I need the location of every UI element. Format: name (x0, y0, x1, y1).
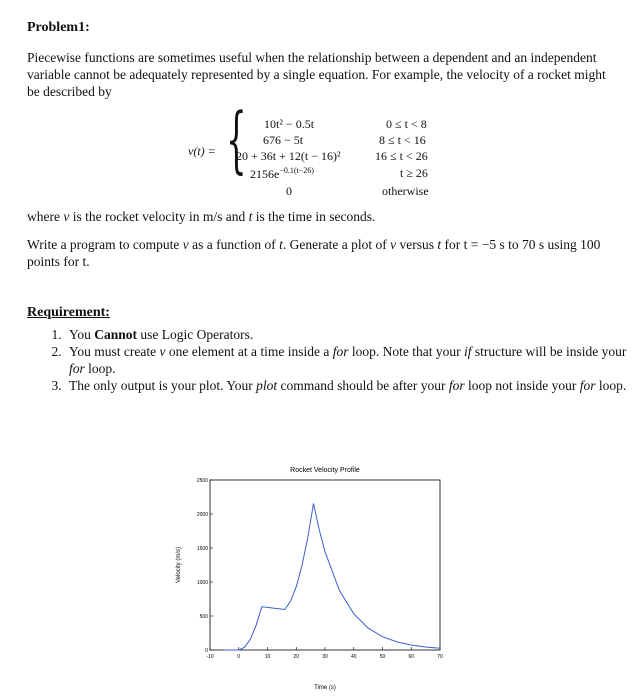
requirement-heading: Requirement: (27, 305, 110, 320)
task-paragraph (27, 236, 617, 270)
r2i: loop. (84, 361, 116, 376)
case-expr-4 (250, 166, 314, 182)
x-tick-label: 10 (264, 654, 271, 660)
intro-paragraph: Piecewise functions are sometimes useful when the relationship between a dependent and an independent variable cannot be adequately represented by a single equation. For example, the velocity of a rocket might be described by (27, 50, 606, 99)
where-mid: is the rocket velocity in m/s and (69, 209, 249, 224)
case-expr-1: 10t² − 0.5t (264, 117, 315, 131)
r2a: You must create (69, 344, 160, 359)
write-t2: t (437, 237, 442, 252)
where-v: v (63, 209, 70, 224)
problem-title: Problem1: (27, 20, 90, 35)
where-suffix: is the time in seconds. (252, 209, 376, 224)
requirement-item-2 (65, 343, 635, 377)
write-p5: for t = −5 s to 70 s using 100 points for t. (27, 237, 601, 269)
r3d: for (448, 378, 465, 393)
y-ticks (197, 478, 213, 654)
r2d: for (332, 344, 349, 359)
r3b: plot (256, 378, 278, 393)
y-tick-label: 1500 (196, 546, 208, 552)
case-expr-2: 676 − 5t (263, 133, 304, 147)
equation-lhs: v(t) = (188, 144, 216, 158)
r1a: You (69, 327, 95, 342)
r2g: structure will be inside your (471, 344, 627, 359)
r2c: one element at a time inside a (165, 344, 333, 359)
plot-svg (170, 460, 620, 695)
write-v2: v (390, 237, 397, 252)
case-cond-2: 8 ≤ t < 16 (379, 133, 426, 147)
write-p4: versus (396, 237, 438, 252)
write-v: v (182, 237, 189, 252)
write-t: t (279, 237, 283, 252)
case-expr-5: 0 (286, 184, 292, 198)
equation-brace: { (226, 97, 247, 181)
r1b: Cannot (94, 327, 138, 342)
write-p2: as a function of (188, 237, 280, 252)
series-line (224, 503, 440, 650)
y-tick-label: 0 (205, 648, 208, 654)
r2f: if (463, 344, 472, 359)
case-cond-4: t ≥ 26 (400, 166, 428, 180)
x-tick-label: -10 (206, 654, 214, 660)
r2e: loop. Note that your (348, 344, 464, 359)
plot-title: Rocket Velocity Profile (290, 467, 360, 474)
case-expr-4-exponent: −0.1(t−26) (279, 166, 314, 175)
case-cond-1: 0 ≤ t < 8 (386, 117, 427, 131)
case-cond-5: otherwise (382, 184, 429, 198)
r3e: loop not inside your (464, 378, 580, 393)
r3g: loop. (595, 378, 627, 393)
r2b: v (159, 344, 166, 359)
case-cond-3: 16 ≤ t < 26 (375, 149, 428, 163)
where-t: t (248, 209, 253, 224)
x-tick-label: 0 (237, 654, 241, 660)
x-tick-label: 20 (293, 654, 300, 660)
write-p3: . Generate a plot of (282, 237, 391, 252)
variable-definition (27, 208, 375, 225)
y-tick-label: 1000 (196, 580, 208, 586)
where-prefix: where (27, 209, 64, 224)
x-tick-label: 30 (322, 654, 328, 660)
y-tick-label: 500 (199, 614, 208, 620)
x-axis-label: Time (s) (314, 685, 336, 691)
plot-frame (210, 480, 440, 650)
case-expr-3: 20 + 36t + 12(t − 16)² (236, 149, 341, 163)
r3f: for (579, 378, 596, 393)
r3a: The only output is your plot. Your (69, 378, 257, 393)
x-tick-label: 40 (350, 654, 357, 660)
x-tick-label: 50 (379, 654, 386, 660)
r2h: for (69, 361, 85, 376)
requirement-item-1 (65, 326, 635, 343)
y-tick-label: 2500 (196, 478, 208, 484)
case-expr-4-base: 2156e (250, 167, 280, 181)
r1c: use Logic Operators. (137, 327, 254, 342)
y-axis-label: Velocity (m/s) (176, 546, 182, 584)
requirement-list (27, 326, 635, 394)
x-tick-label: 70 (437, 654, 443, 660)
write-p1: Write a program to compute (27, 237, 183, 252)
requirement-item-3 (65, 377, 635, 394)
x-tick-label: 60 (408, 654, 415, 660)
r3c: command should be after your (277, 378, 449, 393)
y-tick-label: 2000 (196, 512, 208, 518)
velocity-plot (170, 460, 620, 695)
